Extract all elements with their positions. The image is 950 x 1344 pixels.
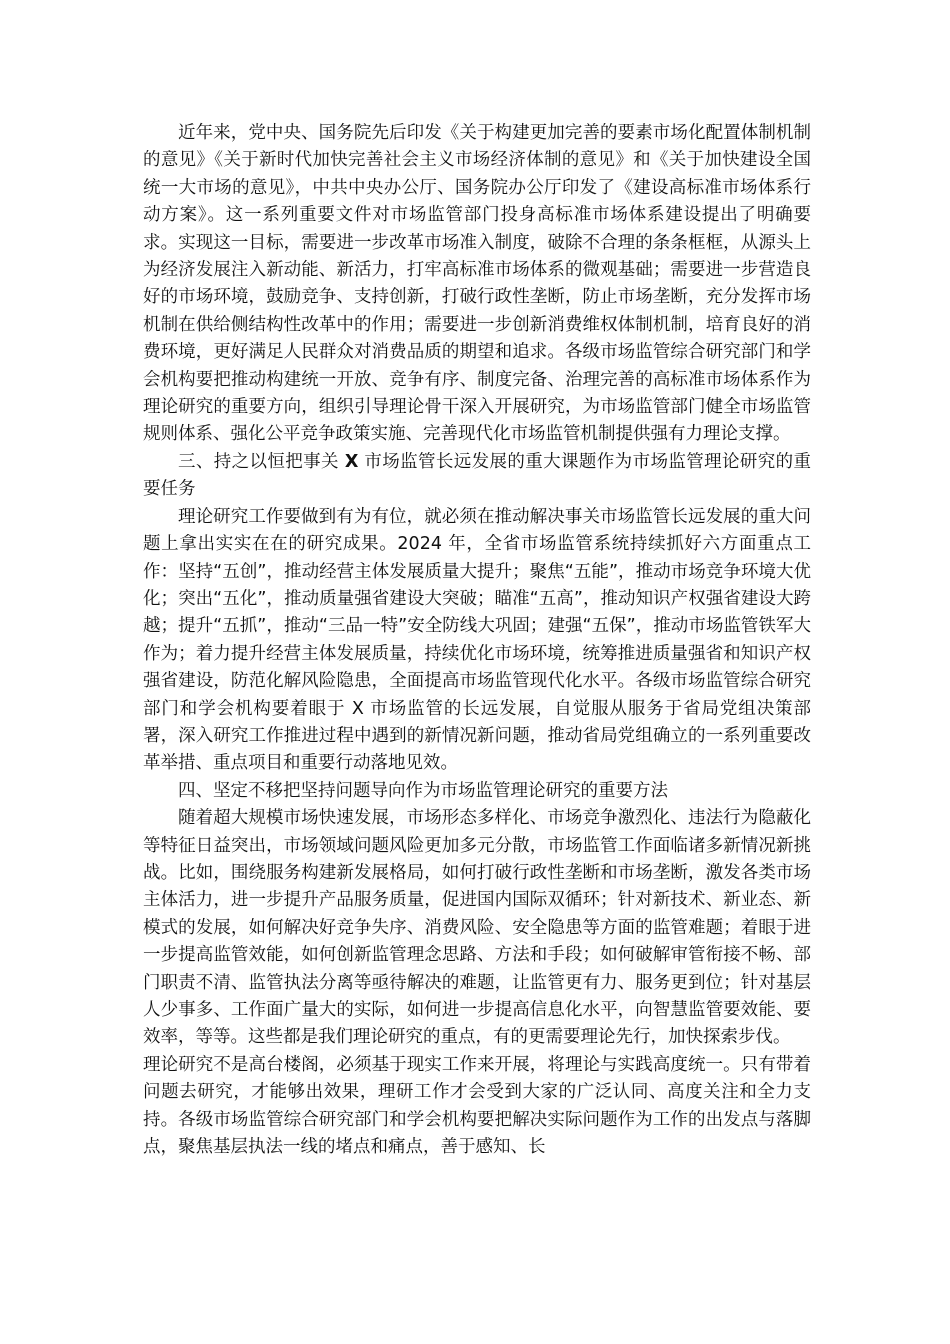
paragraph-section-3: 理论研究工作要做到有为有位，就必须在推动解决事关市场监管长远发展的重大问题上拿出实实在在的研究成果。2024 年，全省市场监管系统持续抓好六方面重点工作：坚持“五创”，推动经营主体发展质量大提升；聚焦“五能”，推动市场竞争环境大优化；突出“五化”，推动质量强省建设大突破；瞄准“五高”，推动知识产权强省建设大跨越；提升“五抓”，推动“三品一特”安全防线大巩固；建强“五保”，推动市场监管铁军大作为；着力提升经营主体发展质量，持续优化市场环境，统筹推进质量强省和知识产权强省建设，防范化解风险隐患，全面提高市场监管现代化水平。各级市场监管综合研究部门和学会机构要着眼于 X 市场监管的长远发展，自觉服从服务于省局党组决策部署，深入研究工作推进过程中遇到的新情况新问题，推动省局党组确立的一系列重要改革举措、重点项目和重要行动落地见效。 <box>143 506 811 774</box>
section-heading-3 <box>143 449 811 504</box>
section-heading-3-region: X <box>344 451 359 472</box>
section-heading-4: 四、坚定不移把坚持问题导向作为市场监管理论研究的重要方法 <box>178 780 668 801</box>
paragraph-section-4: 随着超大规模市场快速发展，市场形态多样化、市场竞争激烈化、违法行为隐蔽化等特征日益突出，市场领域问题风险更加多元分散，市场监管工作面临诸多新情况新挑战。比如，围绕服务构建新发展格局，如何打破行政性垄断和市场垄断，激发各类市场主体活力，进一步提升产品服务质量，促进国内国际双循环；针对新技术、新业态、新模式的发展，如何解决好竞争失序、消费风险、安全隐患等方面的监管难题；着眼于进一步提高监管效能，如何创新监管理念思路、方法和手段；如何破解审管衔接不畅、部门职责不清、监管执法分离等亟待解决的难题，让监管更有力、服务更到位；针对基层人少事多、工作面广量大的实际，如何进一步提高信息化水平，向智慧监管要效能、要效率，等等。这些都是我们理论研究的重点，有的更需要理论先行，加快探索步伐。 <box>143 808 811 1048</box>
paragraph-section-4-continued: 理论研究不是高台楼阁，必须基于现实工作来开展，将理论与实践高度统一。只有带着问题去研究，才能够出效果，理研工作才会受到大家的广泛认同、高度关注和全力支持。各级市场监管综合研究部门和学会机构要把解决实际问题作为工作的出发点与落脚点，聚焦基层执法一线的堵点和痛点，善于感知、长 <box>143 1054 811 1158</box>
section-heading-3-suffix: 市场监管长远发展的重大课题作为市场监管理论研究的重要任务 <box>143 451 812 500</box>
document-body <box>143 120 811 1161</box>
paragraph-intro: 近年来，党中央、国务院先后印发《关于构建更加完善的要素市场化配置体制机制的意见》《关于新时代加快完善社会主义市场经济体制的意见》和《关于加快建设全国统一大市场的意见》，中共中央办公厅、国务院办公厅印发了《建设高标准市场体系行动方案》。这一系列重要文件对市场监管部门投身高标准市场体系建设提出了明确要求。实现这一目标，需要进一步改革市场准入制度，破除不合理的条条框框，从源头上为经济发展注入新动能、新活力，打牢高标准市场体系的微观基础；需要进一步营造良好的市场环境，鼓励竞争、支持创新，打破行政性垄断，防止市场垄断，充分发挥市场机制在供给侧结构性改革中的作用；需要进一步创新消费维权体制机制，培育良好的消费环境，更好满足人民群众对消费品质的期望和追求。各级市场监管综合研究部门和学会机构要把推动构建统一开放、竞争有序、制度完备、治理完善的高标准市场体系作为理论研究的重要方向，组织引导理论骨干深入开展研究，为市场监管部门健全市场监管规则体系、强化公平竞争政策实施、完善现代化市场监管机制提供强有力理论支撑。 <box>143 123 811 445</box>
section-heading-3-prefix: 三、持之以恒把事关 <box>178 451 345 472</box>
